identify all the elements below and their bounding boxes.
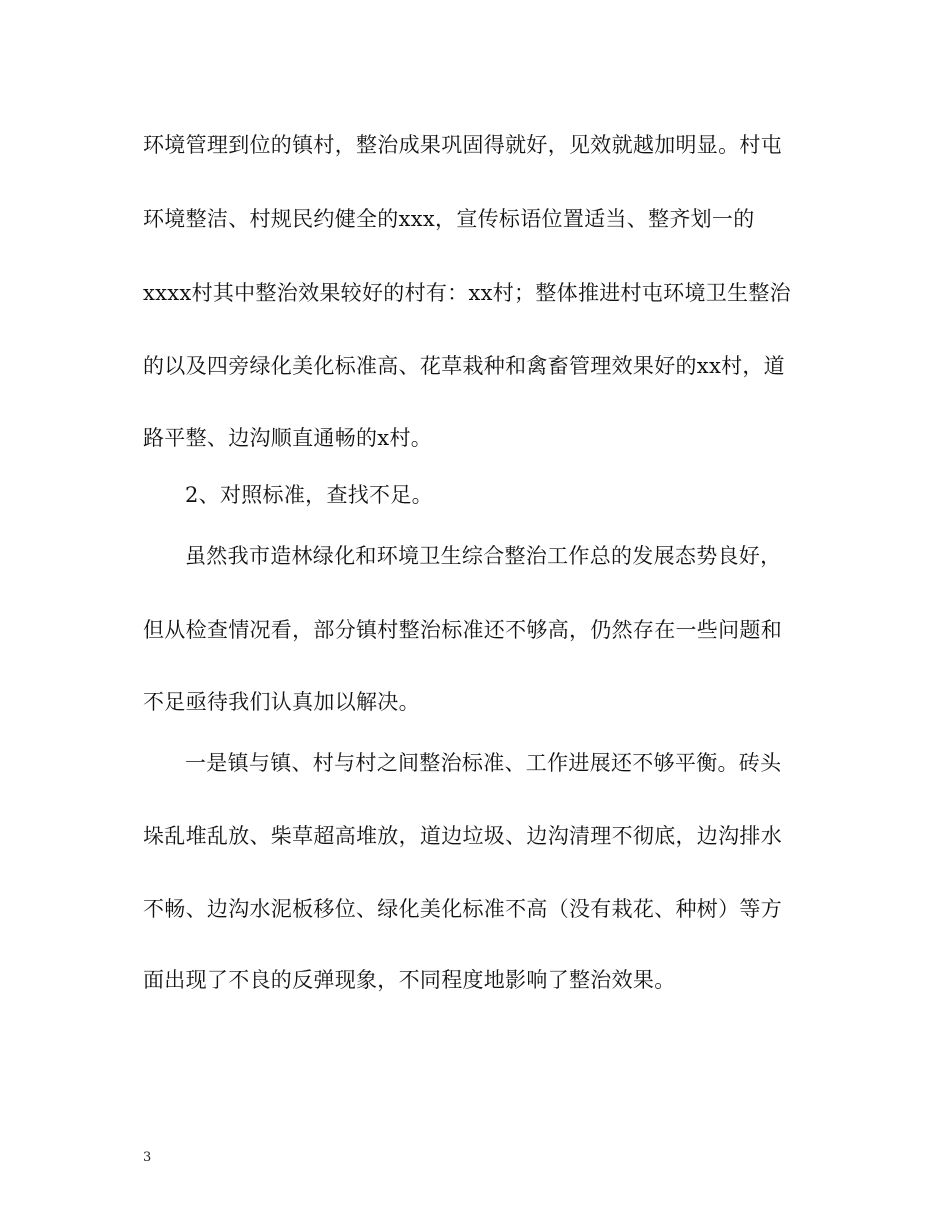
body-text-line: 的以及四旁绿化美化标准高、花草栽种和禽畜管理效果好的xx村，道 [143, 354, 785, 378]
body-text-line: 环境管理到位的镇村，整治成果巩固得就好，见效就越加明显。村屯 [143, 133, 782, 157]
body-text-line: xxxx村其中整治效果较好的村有：xx村；整体推进村屯环境卫生整治 [143, 281, 791, 305]
paragraph-first-line: 虽然我市造林绿化和环境卫生综合整治工作总的发展态势良好， [185, 544, 782, 568]
body-text-line: 垛乱堆乱放、柴草超高堆放，道边垃圾、边沟清理不彻底，边沟排水 [143, 824, 782, 848]
body-text-line: 不足亟待我们认真加以解决。 [143, 690, 420, 714]
section-heading: 2、对照标准，查找不足。 [185, 483, 433, 507]
body-text-line: 不畅、边沟水泥板移位、绿化美化标准不高（没有栽花、种树）等方 [143, 897, 782, 921]
body-text-line: 路平整、边沟顺直通畅的x村。 [143, 426, 433, 450]
paragraph-first-line: 一是镇与镇、村与村之间整治标准、工作进展还不够平衡。砖头 [185, 751, 782, 775]
page-number: 3 [143, 1150, 152, 1165]
body-text-line: 但从检查情况看，部分镇村整治标准还不够高，仍然存在一些问题和 [143, 618, 782, 642]
body-text-line: 环境整洁、村规民约健全的xxx，宣传标语位置适当、整齐划一的 [143, 207, 755, 231]
body-text-line: 面出现了不良的反弹现象，不同程度地影响了整治效果。 [143, 968, 676, 992]
